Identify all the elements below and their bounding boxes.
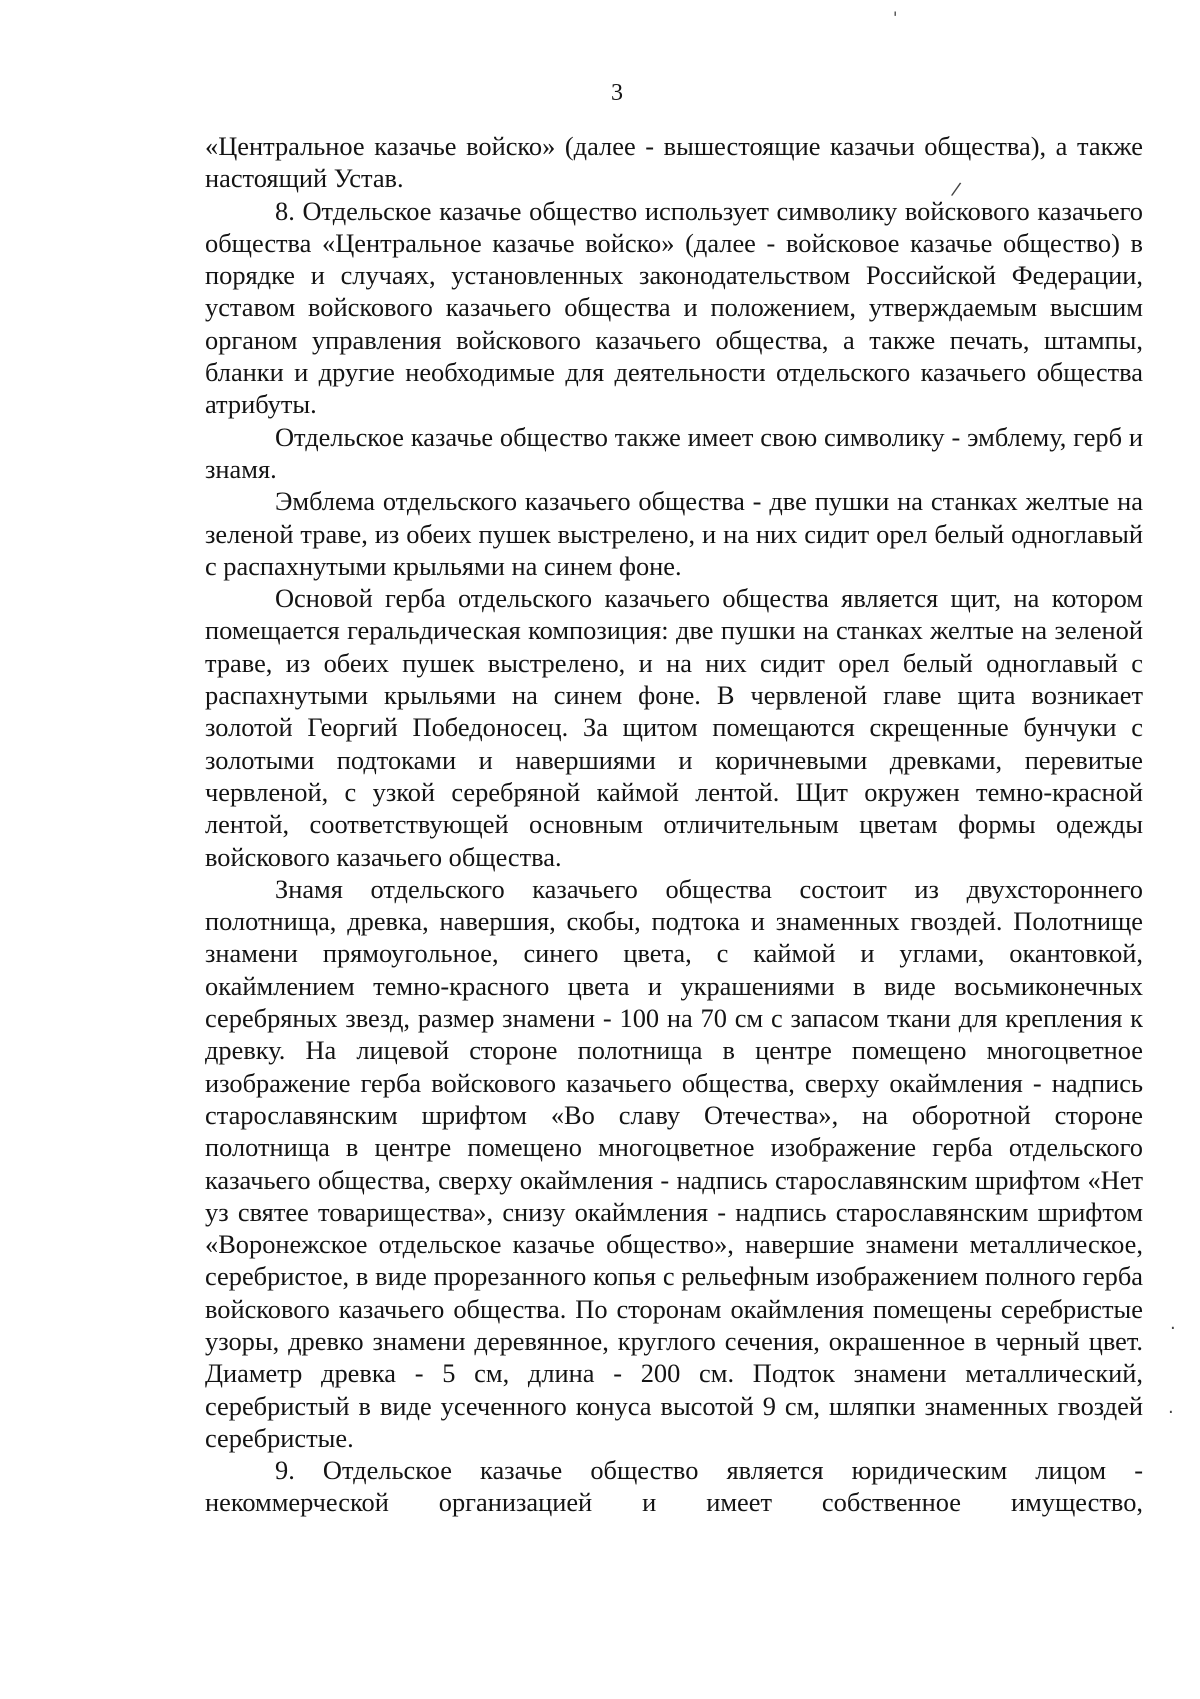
page-number: 3 (611, 80, 623, 106)
stray-mark: / (949, 178, 963, 201)
paragraph-emblem: Эмблема отдельского казачьего общества - две пушки на станках желтые на зеленой траве, из обеих пушек выстрелено, и на них сидит орел белый одноглавый с распахнутыми крыльями на синем фоне. (205, 486, 1143, 581)
paragraph-continuation: «Центральное казачье войско» (далее - вышестоящие казачьи общества), а также настоящий Устав. (205, 131, 1143, 194)
document-body (205, 130, 1143, 1519)
paragraph-symbolics: Отдельское казачье общество также имеет свою символику - эмблему, герб и знамя. (205, 421, 1143, 484)
paragraph-item-8: 8. Отдельское казачье общество использует символику войскового казачьего общества «Центральное казачье войско» (далее - войсковое казачье общество) в порядке и случаях, установленных законодательством Российской Федерации, уставом войскового казачьего общества и положением, утверждаемым высшим органом управления войскового казачьего общества, а также печать, штампы, бланки и другие необходимые для деятельности отдельского казачьего общества атрибуты. (205, 195, 1143, 420)
stray-mark: · (1170, 1318, 1176, 1339)
stray-mark: ' (893, 8, 898, 27)
paragraph-banner: Знамя отдельского казачьего общества состоит из двухстороннего полотнища, древка, навершия, скобы, подтока и знаменных гвоздей. Полотнище знамени прямоугольное, синего цвета, с каймой и углами, окантовкой, окаймлением темно-красного цвета и украшениями в виде восьмиконечных серебряных звезд, размер знамени - 100 на 70 см с запасом ткани для крепления к древку. На лицевой стороне полотнища в центре помещено многоцветное изображение герба войскового казачьего общества, сверху окаймления - надпись старославянским шрифтом «Во славу Отечества», на оборотной стороне полотнища в центре помещено многоцветное изображение герба отдельского казачьего общества, сверху окаймления - надпись старославянским шрифтом «Нет уз святее товарищества», снизу окаймления - надпись старославянским шрифтом «Воронежское отдельское казачье общество», навершие знамени металлическое, серебристое, в виде прорезанного копья с рельефным изображением полного герба войскового казачьего общества. По сторонам окаймления помещены серебристые узоры, древко знамени деревянное, круглого сечения, окрашенное в черный цвет. Диаметр древка - 5 см, длина - 200 см. Подток знамени металлический, серебристый в виде усеченного конуса высотой 9 см, шляпки знаменных гвоздей серебристые. (205, 873, 1143, 1453)
paragraph-item-9: 9. Отдельское казачье общество является юридическим лицом - некоммерческой организацией и имеет собственное имущество, (205, 1455, 1143, 1518)
stray-mark: · (1168, 1402, 1174, 1423)
paragraph-coat-of-arms: Основой герба отдельского казачьего общества является щит, на котором помещается геральдическая композиция: две пушки на станках желтые на зеленой траве, из обеих пушек выстрелено, и на них сидит орел белый одноглавый с распахнутыми крыльями на синем фоне. В червленой главе щита возникает золотой Георгий Победоносец. За щитом помещаются скрещенные бунчуки с золотыми подтоками и навершиями и коричневыми древками, перевитые червленой, с узкой серебряной каймой лентой. Щит окружен темно-красной лентой, соответствующей основным отличительным цветам формы одежды войскового казачьего общества. (205, 583, 1143, 872)
